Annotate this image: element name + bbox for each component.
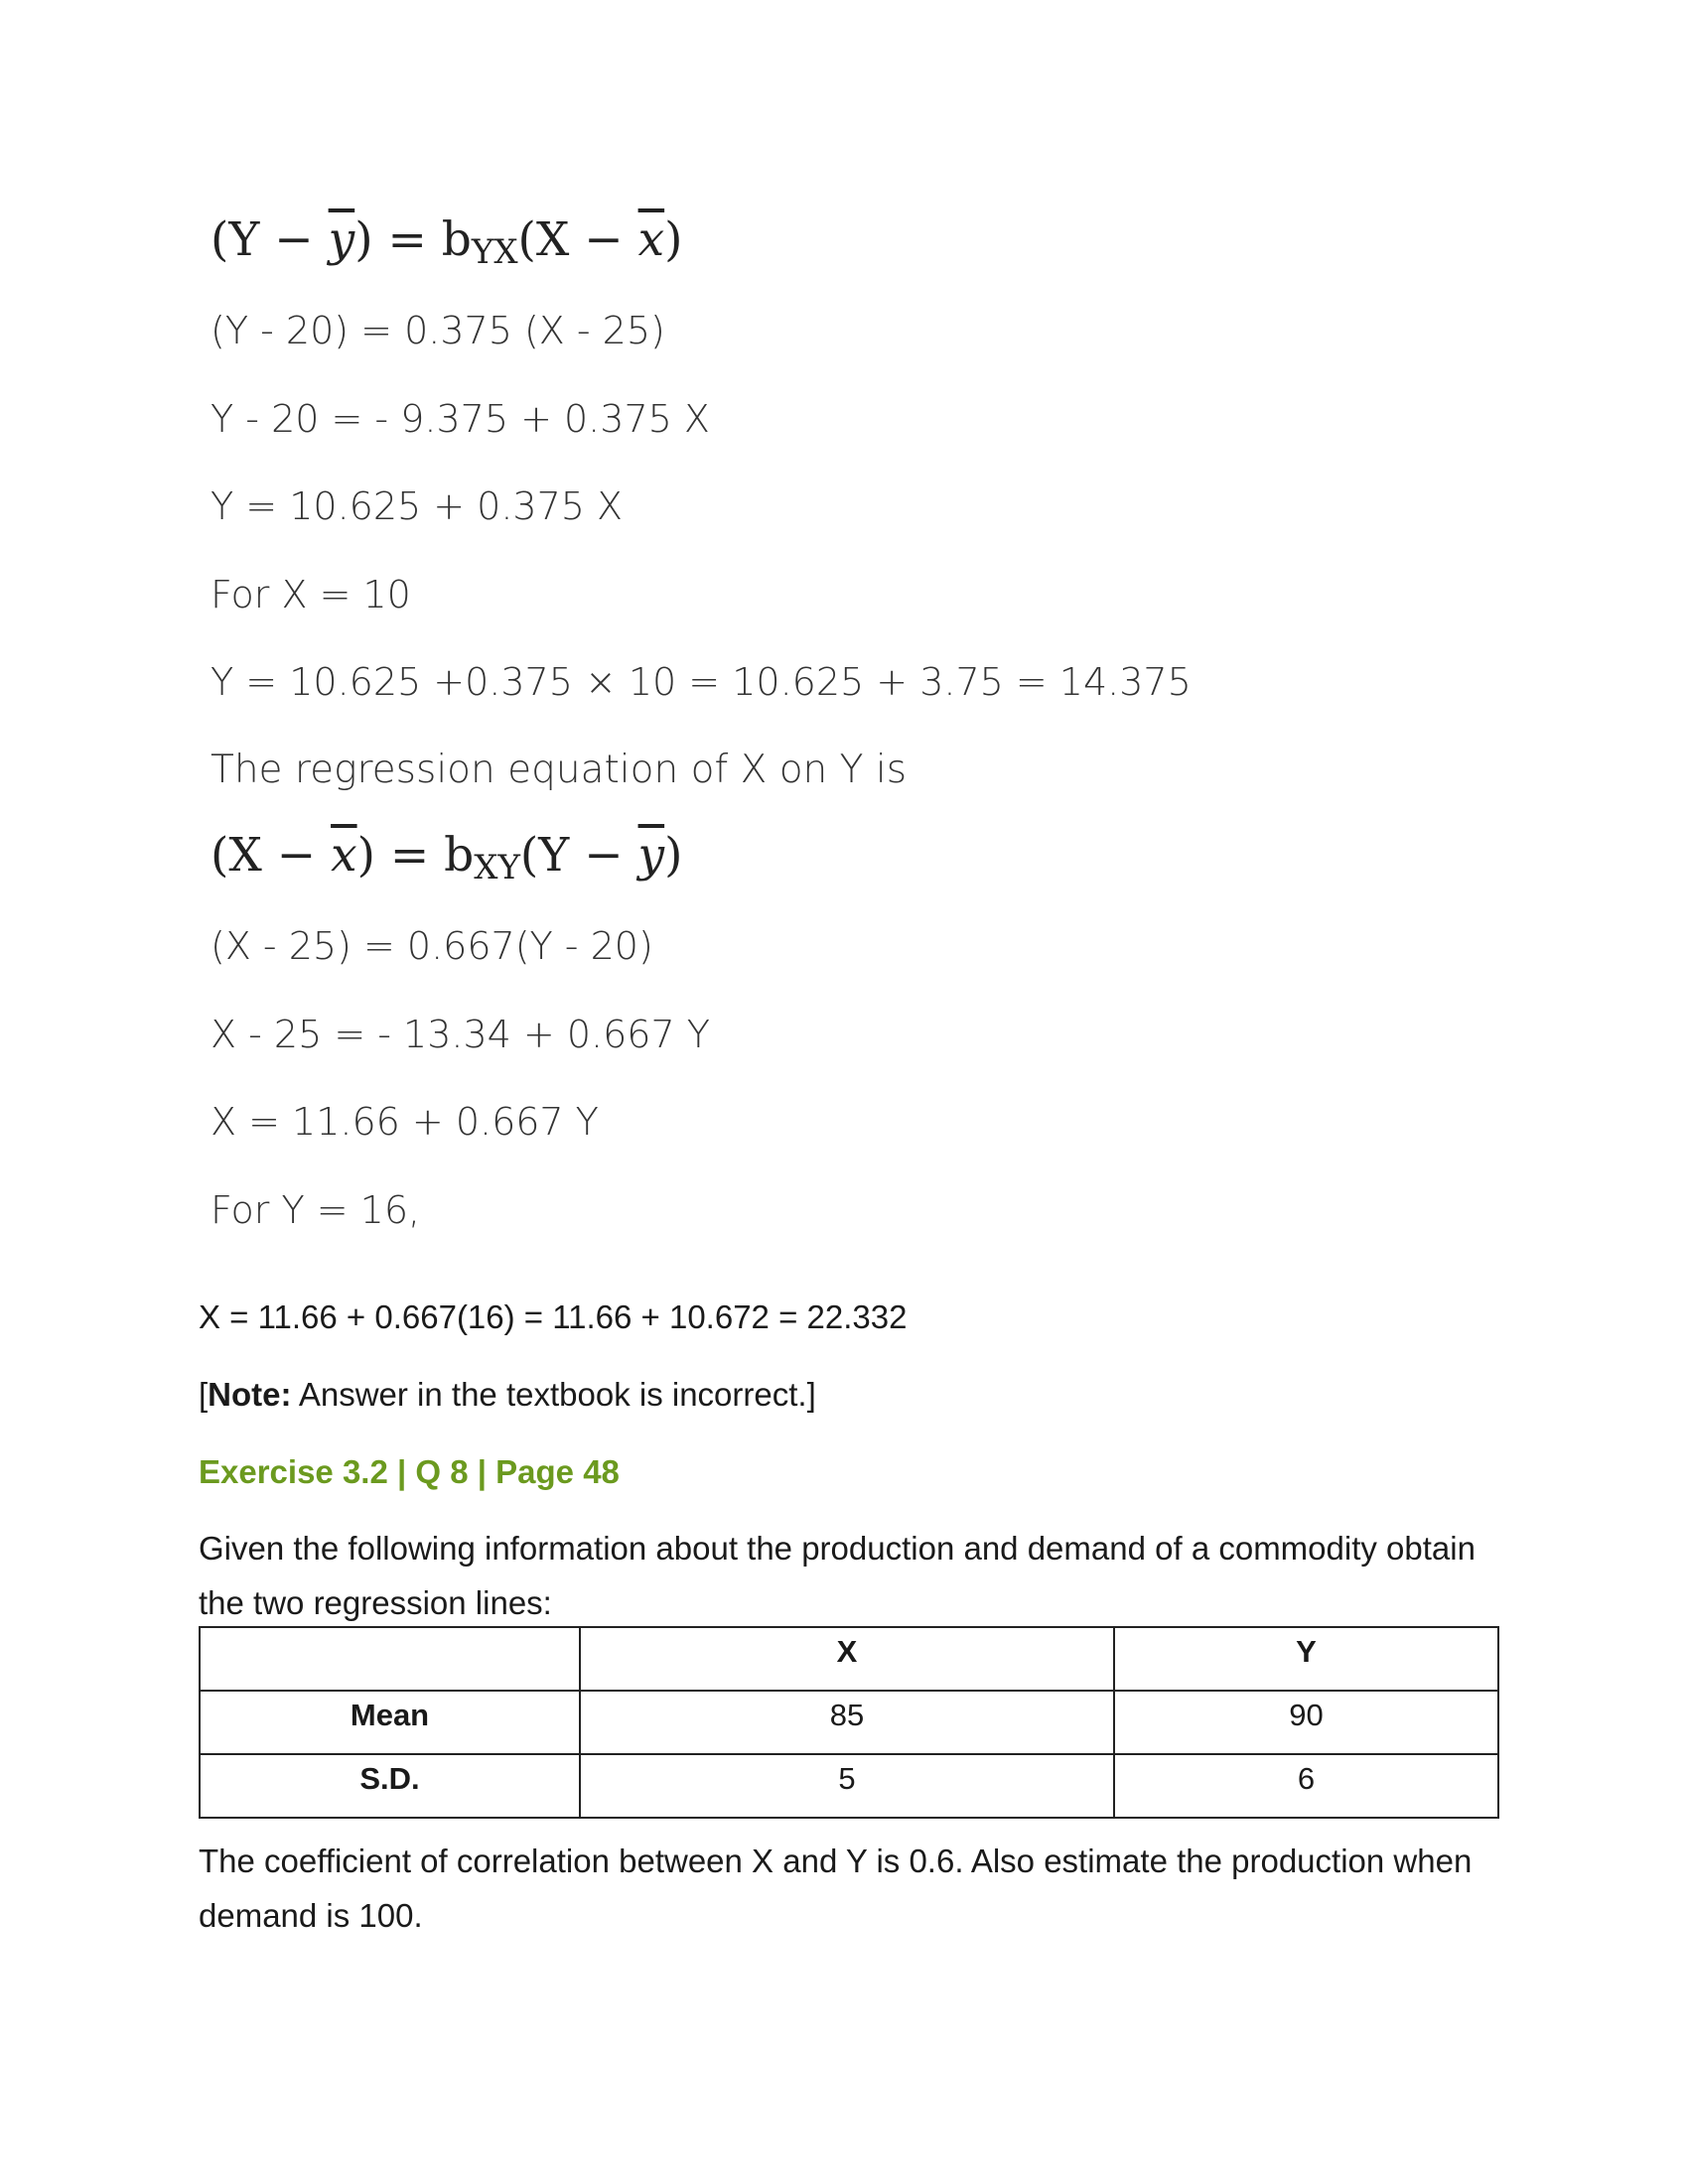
formula-part: ) = b — [356, 828, 475, 883]
solution-line: Y = 10.625 + 0.375 X — [211, 484, 624, 528]
solution-line: (X - 25) = 0.667(Y - 20) — [211, 924, 653, 968]
formula-ybar: $\overline{y}$ — [328, 212, 355, 267]
table-header-cell — [200, 1627, 580, 1691]
table-cell: 6 — [1114, 1754, 1498, 1818]
solution-line: (Y - 20) = 0.375 (X - 25) — [211, 309, 665, 352]
formula-xbar: $\overline{x}$ — [637, 212, 665, 267]
solution-line: X - 25 = - 13.34 + 0.667 Y — [211, 1013, 710, 1056]
table-cell: 90 — [1114, 1691, 1498, 1754]
exercise-heading: Exercise 3.2 | Q 8 | Page 48 — [199, 1453, 620, 1490]
formula-part: (X − — [517, 212, 638, 267]
formula-ybar: $\overline{y}$ — [637, 828, 665, 883]
note-paragraph — [199, 1378, 816, 1411]
table-row — [200, 1754, 1498, 1818]
solution-line: For X = 10 — [211, 573, 411, 616]
note-label: Note: — [208, 1376, 292, 1413]
question-text-line: the two regression lines: — [199, 1584, 552, 1621]
note-text: Answer in the textbook is incorrect.] — [291, 1376, 816, 1413]
regression-formula-x-on-y — [211, 828, 683, 887]
formula-part: (Y − — [211, 212, 329, 267]
formula-part: (X − — [211, 828, 332, 883]
statistics-table — [199, 1626, 1499, 1819]
regression-formula-y-on-x — [211, 212, 683, 272]
formula-xbar: $\overline{x}$ — [331, 828, 357, 883]
solution-line: Y = 10.625 +0.375 × 10 = 10.625 + 3.75 = 14.375 — [211, 660, 1192, 704]
table-row-label: Mean — [200, 1691, 580, 1754]
formula-part: ) — [664, 212, 683, 267]
followup-text-line: The coefficient of correlation between X and Y is 0.6. Also estimate the production when — [199, 1843, 1473, 1879]
table-header-row — [200, 1627, 1498, 1691]
formula-part: ) = b — [354, 212, 472, 267]
question-text-line: Given the following information about the production and demand of a commodity obtain — [199, 1530, 1476, 1567]
table-header-cell: Y — [1114, 1627, 1498, 1691]
solution-line: For Y = 16, — [211, 1188, 421, 1232]
table-cell: 85 — [580, 1691, 1114, 1754]
followup-text-line: demand is 100. — [199, 1897, 423, 1934]
table-cell: 5 — [580, 1754, 1114, 1818]
formula-part: (Y − — [519, 828, 638, 883]
solution-line: The regression equation of X on Y is — [211, 748, 908, 792]
table-row-label: S.D. — [200, 1754, 580, 1818]
table-header-cell: X — [580, 1627, 1114, 1691]
solution-result: X = 11.66 + 0.667(16) = 11.66 + 10.672 = 22.332 — [199, 1298, 908, 1335]
solution-line: X = 11.66 + 0.667 Y — [211, 1100, 599, 1144]
table-row — [200, 1691, 1498, 1754]
formula-subscript: XY — [474, 848, 520, 887]
formula-subscript: YX — [471, 232, 518, 272]
note-bracket: [ — [199, 1376, 209, 1413]
solution-line: Y - 20 = - 9.375 + 0.375 X — [211, 397, 710, 441]
formula-part: ) — [664, 828, 683, 883]
